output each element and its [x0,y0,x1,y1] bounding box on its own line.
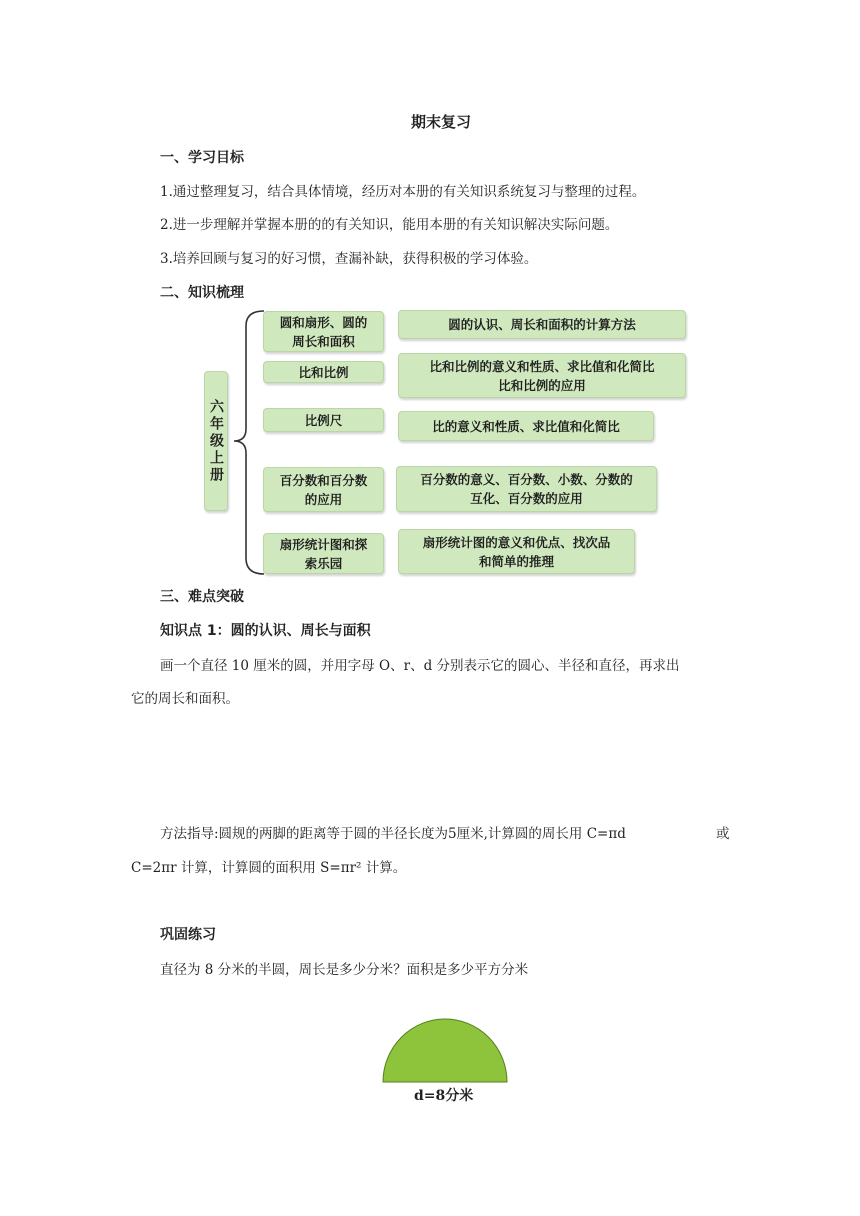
topic-label: 圆和扇形、圆的 [279,314,368,330]
topic-label: 百分数和百分数 [279,472,368,488]
practice-heading: 巩固练习 [160,927,216,943]
method-line-2: C=2πr 计算，计算圆的面积用 S=πr² 计算。 [131,860,407,876]
section-heading-difficulty: 三、难点突破 [160,589,244,605]
grade-label: 六年级上册 [204,371,228,511]
problem-line-1: 画一个直径 10 厘米的圆，并用字母 O、r、d 分别表示它的圆心、半径和直径，再求出 [160,658,680,674]
semicircle-shape [383,1019,507,1082]
goal-item-3: 3.培养回顾与复习的好习惯，查漏补缺，获得积极的学习体验。 [160,251,538,267]
goal-item-1: 1.通过整理复习，结合具体情境，经历对本册的有关知识系统复习与整理的过程。 [160,184,646,200]
problem-line-2: 它的周长和面积。 [131,691,239,707]
page-title: 期末复习 [411,113,472,131]
topic-label: 比和比例 [298,364,349,380]
topic-label: 的应用 [304,491,343,507]
topic-label: 比例尺 [304,412,343,428]
practice-question: 直径为 8 分米的半圆，周长是多少分米？面积是多少平方分米 [160,962,529,978]
detail-label: 圆的认识、周长和面积的计算方法 [448,317,636,332]
topic-box-pie-chart [263,533,384,574]
detail-box-scale [398,411,654,441]
figure-label: d=8分米 [414,1088,474,1104]
detail-box-pie-chart [398,529,635,574]
topic-label: 周长和面积 [292,333,355,349]
topic-box-ratio [263,361,384,383]
method-line-1: 方法指导:圆规的两脚的距离等于圆的半径长度为5厘米,计算圆的周长用 C=πd [160,826,626,842]
topic-box-percent [263,467,384,512]
detail-box-circle [398,310,686,339]
detail-label: 百分数的意义、百分数、小数、分数的 [420,472,633,487]
section-heading-knowledge: 二、知识梳理 [160,285,244,301]
goal-item-2: 2.进一步理解并掌握本册的的有关知识，能用本册的有关知识解决实际问题。 [160,217,619,233]
detail-label: 扇形统计图的意义和优点、找次品 [422,534,611,550]
section-heading-goals: 一、学习目标 [160,150,244,166]
detail-label: 和简单的推理 [478,553,554,569]
detail-label: 比的意义和性质、求比值和化简比 [432,418,620,434]
detail-label: 比和比例的应用 [498,377,586,393]
topic-label: 扇形统计图和探 [279,536,368,552]
detail-box-percent [396,466,657,512]
detail-label: 互化、百分数的应用 [470,491,583,506]
topic-box-circle [263,311,384,352]
detail-label: 比和比例的意义和性质、求比值和化简比 [429,358,655,374]
topic-label: 索乐园 [304,555,343,571]
detail-box-ratio [398,353,686,398]
method-line-1-tail: 或 [716,826,730,842]
knowledge-point-label: 知识点 1：圆的认识、周长与面积 [160,623,371,639]
topic-box-scale [263,408,384,432]
